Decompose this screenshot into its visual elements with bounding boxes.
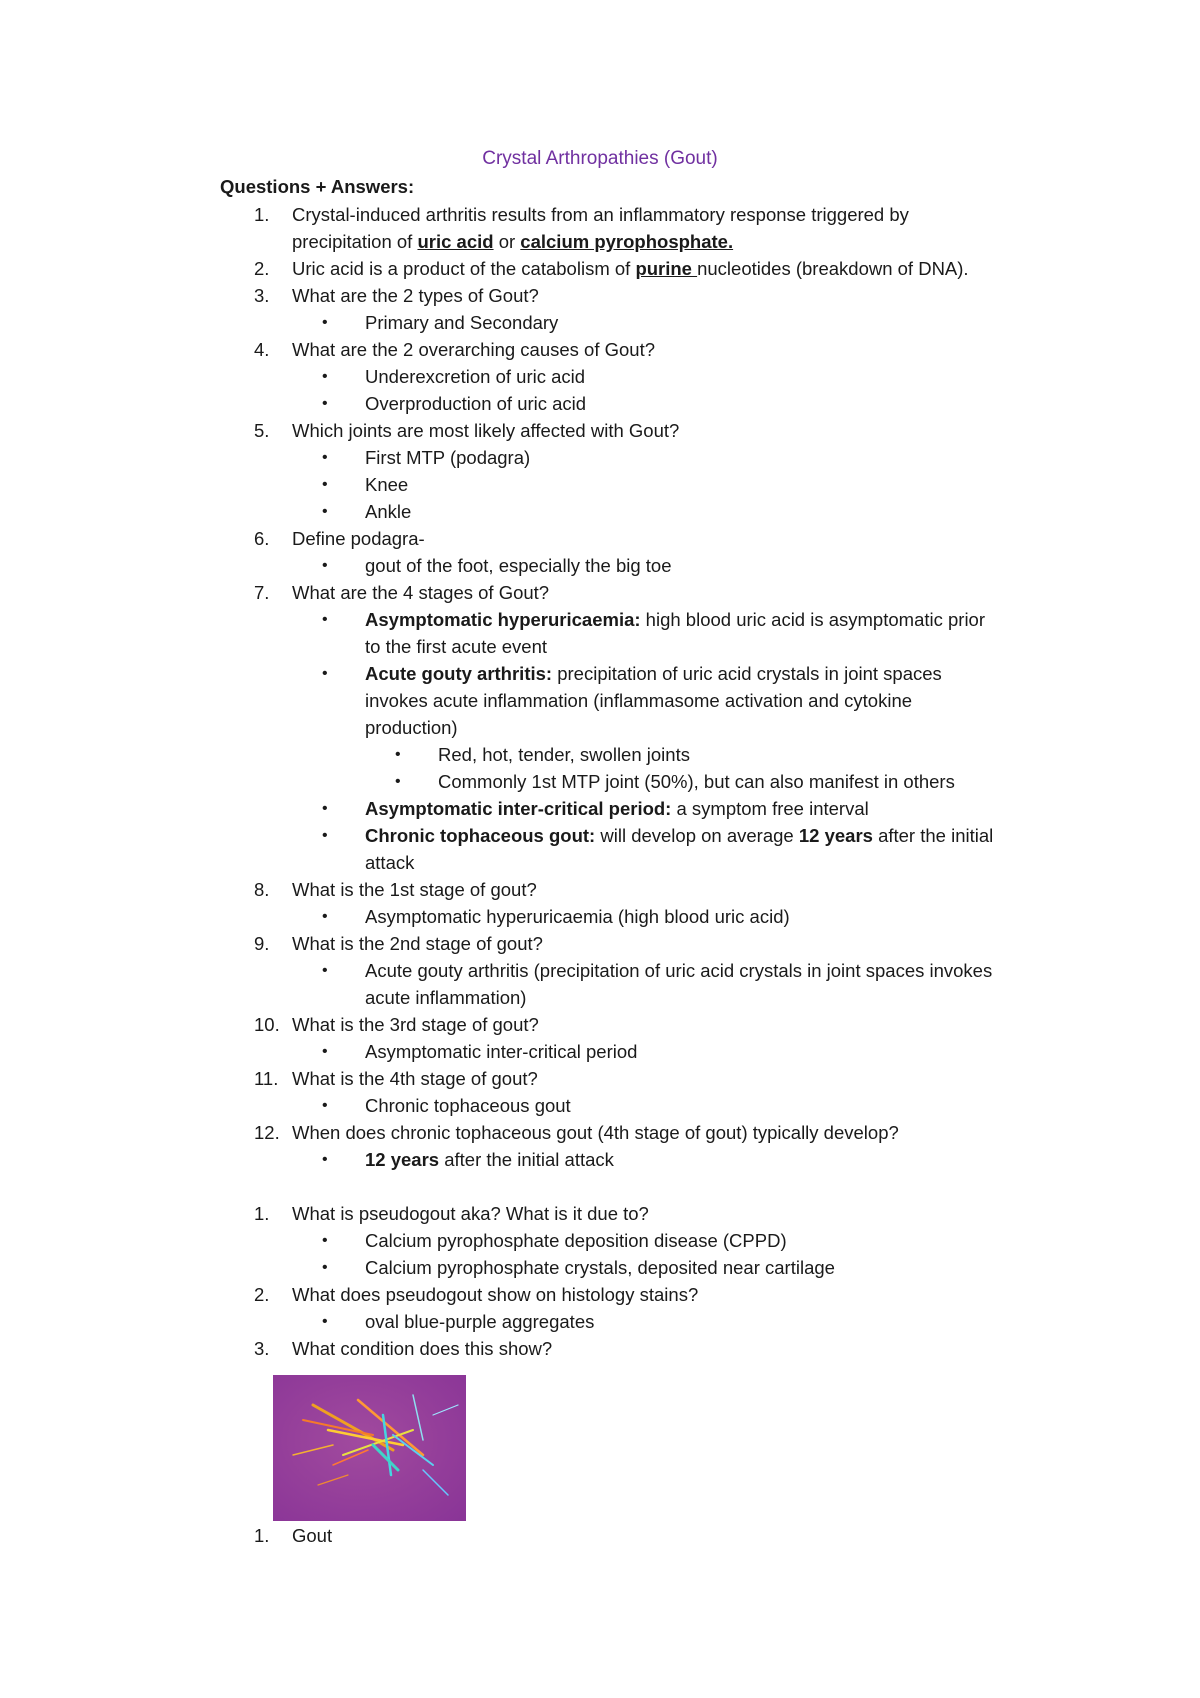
bullet-icon: • — [322, 557, 328, 574]
bullet-icon: • — [322, 1097, 328, 1114]
bullet-icon: • — [322, 1313, 328, 1330]
bullet-icon: • — [322, 449, 328, 466]
bullet-icon: • — [322, 503, 328, 520]
bullet-icon: • — [322, 611, 328, 628]
bullet-icon: • — [322, 476, 328, 493]
bullet-icon: • — [322, 665, 328, 682]
crystal-micrograph-image — [273, 1375, 466, 1521]
page-title: Crystal Arthropathies (Gout) — [482, 148, 718, 169]
bullet-icon: • — [322, 1232, 328, 1249]
bullet-icon: • — [395, 746, 401, 763]
bullet-icon: • — [322, 368, 328, 385]
bullet-icon: • — [322, 1043, 328, 1060]
bullet-icon: • — [395, 773, 401, 790]
bullet-icon: • — [322, 395, 328, 412]
bullet-icon: • — [322, 827, 328, 844]
bullet-icon: • — [322, 908, 328, 925]
bullet-icon: • — [322, 962, 328, 979]
bullet-icon: • — [322, 1151, 328, 1168]
section-heading: Questions + Answers: — [220, 176, 415, 197]
bullet-icon: • — [322, 314, 328, 331]
bullet-icon: • — [322, 800, 328, 817]
bullet-icon: • — [322, 1259, 328, 1276]
